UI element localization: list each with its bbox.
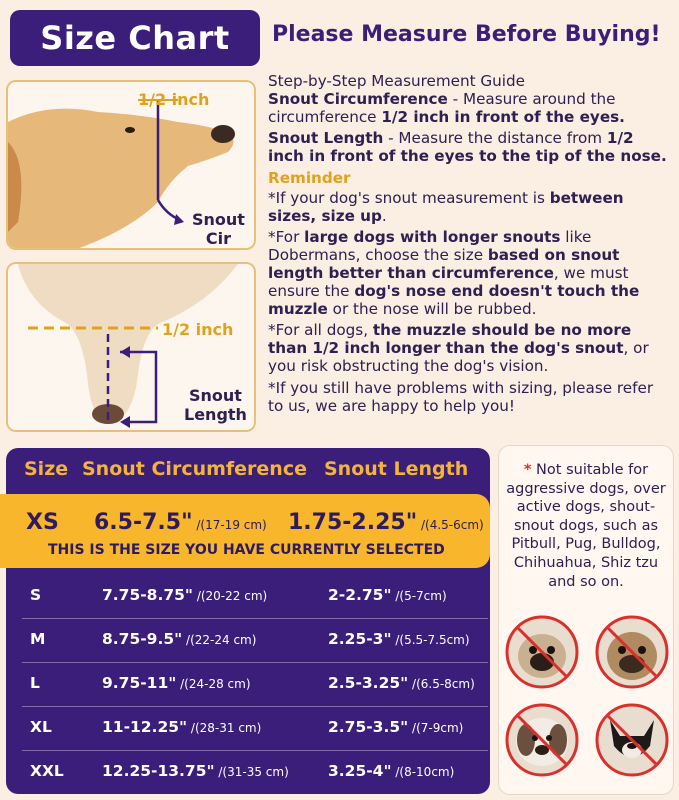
- shih-tzu-prohibited-icon: [504, 702, 580, 778]
- reminder-heading: Reminder: [268, 168, 351, 187]
- header-size: Size: [24, 458, 69, 480]
- row-circumference: 7.75-8.75" /(20-22 cm): [102, 586, 268, 604]
- reminder-2: *For large dogs with longer snouts like Dobermans, choose the size based on snout length better than circumference, we must ensure the dog's nose end doesn't touch the muzzle or the nose will be rubbed.: [268, 228, 640, 318]
- selected-length: 1.75-2.25" /(4.5-6cm): [288, 510, 484, 535]
- row-circumference: 9.75-11" /(24-28 cm): [102, 674, 251, 692]
- guide-circumference: Snout Circumference - Measure around the circumference 1/2 inch in front of the eyes.: [268, 89, 625, 126]
- snout-length-line1: Snout: [188, 386, 242, 405]
- bulldog-prohibited-icon: [594, 614, 670, 690]
- snout-cir-line2: Cir: [205, 229, 232, 248]
- guide-length: Snout Length - Measure the distance from 1/2 inch in front of the eyes to the tip of the nose.: [268, 129, 667, 166]
- table-row[interactable]: [6, 750, 490, 794]
- row-length: 2.75-3.5" /(7-9cm): [328, 718, 464, 736]
- row-divider: [22, 750, 488, 751]
- reminder-3: *For all dogs, the muzzle should be no more than 1/2 inch longer than the dog's snout, or you risk obstructing the dog's vision.: [268, 321, 649, 375]
- row-size: XXL: [30, 762, 64, 780]
- snout-length-label: [184, 386, 247, 424]
- size-chart-badge: Size Chart: [10, 10, 260, 66]
- row-length: 2.5-3.25" /(6.5-8cm): [328, 674, 475, 692]
- selected-size-note: THIS IS THE SIZE YOU HAVE CURRENTLY SELECTED: [48, 542, 445, 558]
- row-length: 3.25-4" /(8-10cm): [328, 762, 455, 780]
- half-inch-label-2: 1/2 inch: [162, 320, 234, 339]
- row-length: 2-2.75" /(5-7cm): [328, 586, 447, 604]
- headline: Please Measure Before Buying!: [272, 22, 661, 47]
- row-divider: [22, 706, 488, 707]
- row-divider: [22, 618, 488, 619]
- selected-circumference: 6.5-7.5" /(17-19 cm): [94, 510, 267, 535]
- table-row[interactable]: [6, 706, 490, 750]
- row-circumference: 11-12.25" /(28-31 cm): [102, 718, 262, 736]
- snout-cir-line1: Snout: [192, 210, 245, 229]
- row-divider: [22, 662, 488, 663]
- header-snout-length: Snout Length: [324, 458, 469, 480]
- snout-cir-label: [192, 210, 245, 248]
- row-size: XL: [30, 718, 52, 736]
- snout-circumference-photo: [6, 80, 256, 250]
- row-size: S: [30, 586, 42, 604]
- snout-length-photo: [6, 262, 256, 432]
- half-inch-label: 1/2 inch: [138, 90, 210, 109]
- header-snout-circumference: Snout Circumference: [82, 458, 307, 480]
- warning-text: * Not suitable for aggressive dogs, over active dogs, shout-snout dogs, such as Pitbull, Pug, Bulldog, Chihuahua, Shiz tzu and so on.: [506, 462, 666, 590]
- pug-prohibited-icon: [504, 614, 580, 690]
- table-row[interactable]: [6, 574, 490, 618]
- reminder-4: *If you still have problems with sizing, please refer to us, we are happy to help you!: [268, 378, 654, 415]
- row-size: M: [30, 630, 46, 648]
- row-circumference: 12.25-13.75" /(31-35 cm): [102, 762, 289, 780]
- snout-length-line2: Length: [184, 405, 247, 424]
- row-length: 2.25-3" /(5.5-7.5cm): [328, 630, 470, 648]
- reminder-1: *If your dog's snout measurement is between sizes, size up.: [268, 188, 624, 225]
- table-row[interactable]: [6, 618, 490, 662]
- guide-title: Step-by-Step Measurement Guide: [268, 72, 526, 90]
- table-row[interactable]: [6, 662, 490, 706]
- selected-size: XS: [26, 510, 59, 535]
- measurement-guide: [268, 73, 673, 419]
- row-size: L: [30, 674, 40, 692]
- french-bulldog-prohibited-icon: [594, 702, 670, 778]
- row-circumference: 8.75-9.5" /(22-24 cm): [102, 630, 257, 648]
